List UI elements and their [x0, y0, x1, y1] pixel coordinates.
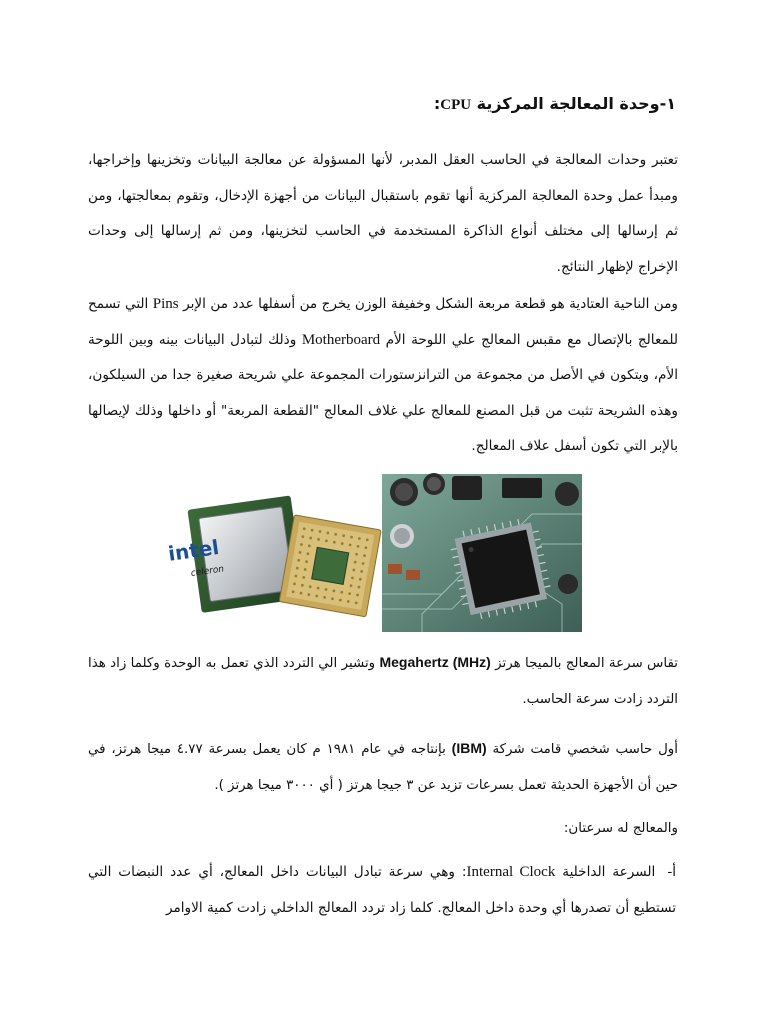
cpu-images: [166, 474, 582, 632]
paragraph-cpu-speed: [88, 645, 678, 717]
intel-logo-text: intel: [166, 534, 221, 566]
paragraph-text: تقاس سرعة المعالج بالميجا هرتز: [495, 656, 678, 671]
paragraph-text: ومن الناحية العتادية هو قطعة مربعة الشكل وخفيفة الوزن يخرج من أسفلها عدد من الإبر: [183, 296, 678, 312]
heading-acronym: CPU: [440, 97, 472, 113]
term-pins: Pins: [152, 296, 179, 312]
term-internal-clock: Internal Clock: [466, 864, 556, 880]
term-ibm: (IBM): [451, 740, 487, 756]
paragraph-text: وذلك لتبادل البيانات بينه وبين اللوحة الأم، ويتكون في الأصل من مجموعة من الترانزستورات المجموعة علي شريحة صغيرة جدا من السيلكون، وهذه الشريحة تثبت من قبل المصنع للمعالج علي غلاف المعالج "القطعة المربعة" أو داخلها وذلك لإيصالها بالإبر التي تكون أسفل علاف المعالج.: [88, 331, 678, 454]
term-motherboard: Motherboard: [301, 331, 381, 348]
paragraph-cpu-definition: تعتبر وحدات المعالجة في الحاسب العقل المدبر، لأنها المسؤولة عن معالجة البيانات وتخزينها وإخراجها، ومبدأ عمل وحدة المعالجة المركزية أنها تقوم باستقبال البيانات من أجهزة الإدخال، وتقوم بمعالجتها، ومن ثم إرسالها إلى مختلف أنواع الذاكرة المستخدمة في الحاسب لتخزينها، ومن ثم إرسالها إلى وحدات الإخراج لإظهار النتائج.: [88, 152, 678, 275]
term-megahertz: Megahertz (MHz): [379, 654, 491, 670]
cpu-chip-on-circuit-board-photo: [382, 474, 582, 632]
paragraph-hardware-description: [88, 287, 678, 465]
celeron-brand-text: celeron: [190, 564, 225, 579]
paragraph-text: وتشير الي التردد الذي تعمل به الوحدة وكلما زاد هذا التردد زادت سرعة الحاسب.: [88, 656, 678, 707]
paragraph-text: : وهي سرعة تبادل البيانات داخل المعالج، أي عدد النبضات التي تستطيع أن تصدرها أي وحدة داخل المعالج. كلما زاد تردد المعالج الداخلي زادت كمية الاوامر: [88, 864, 676, 916]
heading-number: ١-: [659, 94, 676, 113]
heading-colon: :: [433, 94, 441, 113]
heading-text: وحدة المعالجة المركزية: [476, 94, 660, 113]
paragraph-text: بإنتاجه في عام ١٩٨١ م كان يعمل بسرعة ٤.٧٧ ميجا هرتز، في حين أن الأجهزة الحديثة تعمل بسرعات تزيد عن ٣ جيجا هرتز ( أي ٣٠٠٠ ميجا هرتز ).: [88, 742, 678, 793]
paragraph-two-speeds: والمعالج له سرعتان:: [563, 821, 678, 836]
list-marker: أ-: [667, 864, 676, 880]
intel-celeron-processor-photo: [166, 494, 382, 622]
paragraph-text: السرعة الداخلية: [562, 864, 656, 880]
paragraph-ibm-history: [88, 731, 678, 803]
paragraph-text: التي تسمح للمعالج بالإتصال مع مقبس المعالج علي اللوحة الأم: [88, 296, 678, 348]
section-heading: [90, 94, 676, 114]
paragraph-text: أول حاسب شخصي قامت شركة: [492, 742, 678, 757]
list-item-internal-clock: [88, 855, 676, 926]
